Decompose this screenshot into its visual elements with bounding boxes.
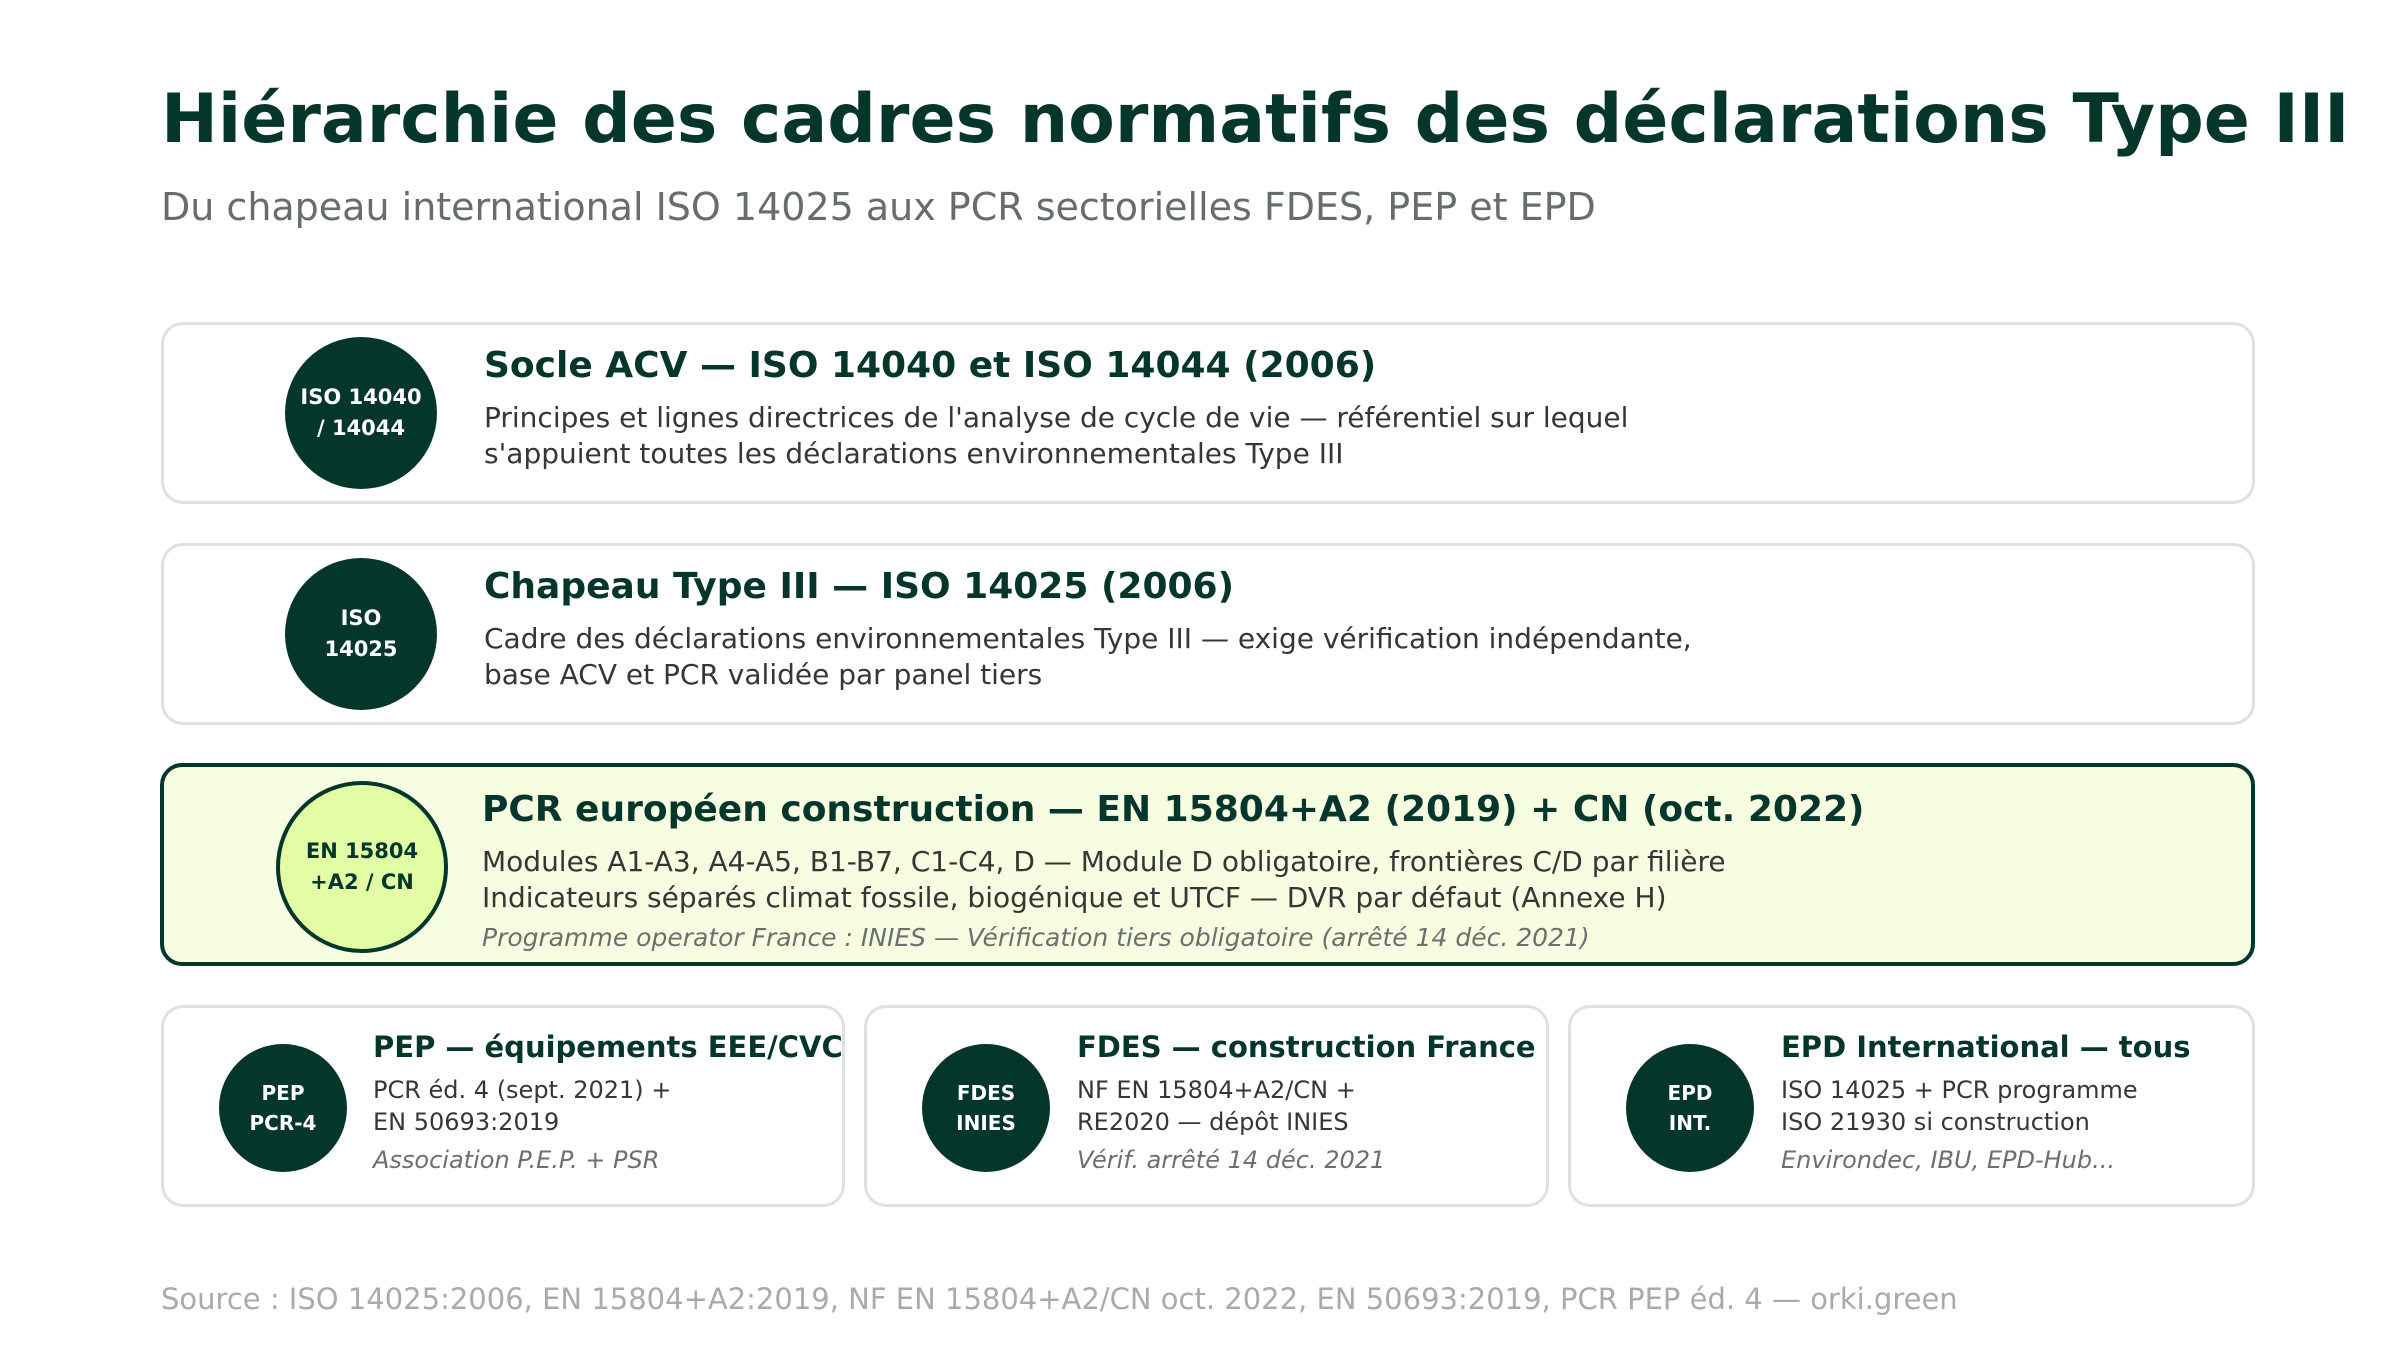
level-note: Programme operator France : INIES — Vérification tiers obligatoire (arrêté 14 déc. 2021) — [482, 923, 1590, 952]
badge-line-1: ISO 14040 — [300, 384, 422, 409]
badge-en-15804 — [276, 781, 448, 953]
level-desc-line-1: Cadre des déclarations environnementales Type III — exige vérification indépendante, — [484, 622, 1692, 655]
sector-note: Environdec, IBU, EPD-Hub... — [1781, 1146, 2115, 1174]
sector-note: Vérif. arrêté 14 déc. 2021 — [1077, 1146, 1386, 1174]
sector-note: Association P.E.P. + PSR — [373, 1146, 660, 1174]
level-desc-line-2: Indicateurs séparés climat fossile, biogénique et UTCF — DVR par défaut (Annexe H) — [482, 881, 1667, 914]
level-desc-line-1: Principes et lignes directrices de l'analyse de cycle de vie — référentiel sur lequel — [484, 401, 1629, 434]
sector-desc-line-2: EN 50693:2019 — [373, 1108, 560, 1136]
badge-line-1: PEP — [261, 1081, 305, 1105]
badge-pep — [219, 1044, 347, 1172]
badge-line-1: FDES — [956, 1081, 1016, 1105]
sector-card-pep — [161, 1005, 845, 1207]
level-desc-line-1: Modules A1-A3, A4-A5, B1-B7, C1-C4, D — Module D obligatoire, frontières C/D par filière — [482, 845, 1726, 878]
badge-fdes — [922, 1044, 1050, 1172]
level-card-pcr-europeen — [160, 763, 2255, 966]
badge-line-2: PCR-4 — [249, 1111, 317, 1135]
sector-desc-line-2: RE2020 — dépôt INIES — [1077, 1108, 1349, 1136]
sector-title: FDES — construction France — [1077, 1030, 1536, 1064]
badge-line-2: 14025 — [324, 637, 398, 661]
sector-title: PEP — équipements EEE/CVC — [373, 1030, 843, 1064]
badge-line-1: EN 15804 — [305, 838, 419, 863]
page-title: Hiérarchie des cadres normatifs des déclarations Type III — [161, 80, 2350, 159]
page-subtitle: Du chapeau international ISO 14025 aux PCR sectorielles FDES, PEP et EPD — [161, 185, 1596, 229]
level-title: PCR européen construction — EN 15804+A2 (2019) + CN (oct. 2022) — [482, 789, 1865, 830]
badge-epd-int — [1626, 1044, 1754, 1172]
badge-iso-14025 — [285, 558, 437, 710]
sector-desc-line-1: NF EN 15804+A2/CN + — [1077, 1076, 1356, 1104]
sector-title: EPD International — tous — [1781, 1030, 2191, 1064]
level-card-socle-acv — [161, 322, 2255, 504]
level-desc-line-2: s'appuient toutes les déclarations environnementales Type III — [484, 437, 1344, 470]
level-title: Chapeau Type III — ISO 14025 (2006) — [484, 566, 1235, 607]
badge-line-2: / 14044 — [316, 416, 406, 440]
sector-desc-line-2: ISO 21930 si construction — [1781, 1108, 2090, 1136]
sector-desc-line-1: ISO 14025 + PCR programme — [1781, 1076, 2138, 1104]
sector-card-fdes — [864, 1005, 1549, 1207]
sector-desc-line-1: PCR éd. 4 (sept. 2021) + — [373, 1076, 672, 1104]
badge-iso-14040 — [285, 337, 437, 489]
source-footnote: Source : ISO 14025:2006, EN 15804+A2:2019, NF EN 15804+A2/CN oct. 2022, EN 50693:2019, PCR PEP éd. 4 — orki.green — [161, 1282, 1958, 1316]
badge-line-1: EPD — [1667, 1081, 1713, 1105]
badge-line-2: INIES — [956, 1111, 1016, 1135]
badge-line-2: INT. — [1668, 1111, 1712, 1135]
level-card-chapeau-type-iii — [161, 543, 2255, 725]
level-title: Socle ACV — ISO 14040 et ISO 14044 (2006) — [484, 345, 1377, 386]
badge-line-2: +A2 / CN — [310, 870, 414, 894]
sector-card-epd-international — [1568, 1005, 2255, 1207]
level-desc-line-2: base ACV et PCR validée par panel tiers — [484, 658, 1043, 691]
badge-line-1: ISO — [340, 605, 382, 630]
